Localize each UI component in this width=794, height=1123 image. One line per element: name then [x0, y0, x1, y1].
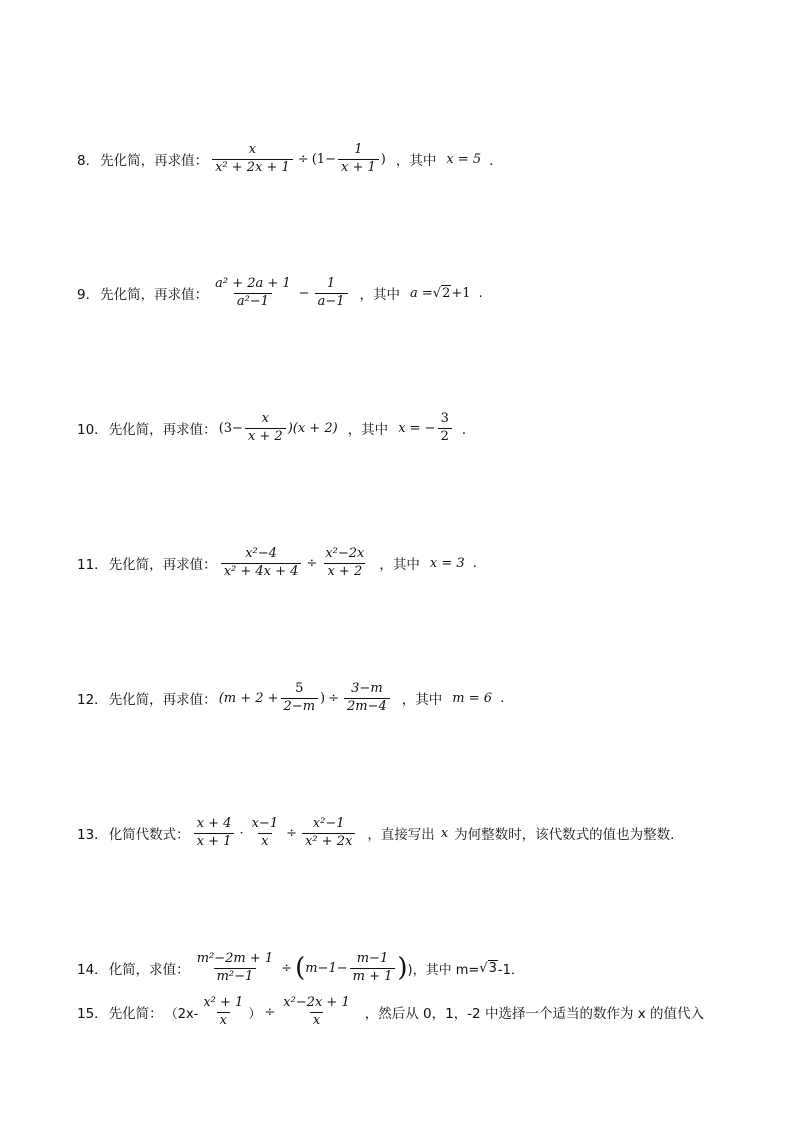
- paren-open: (m + 2 +: [218, 690, 279, 706]
- denominator: x + 1: [338, 159, 379, 176]
- fraction: [212, 143, 293, 176]
- numerator: x + 4: [196, 816, 232, 831]
- problem-13: [77, 817, 754, 850]
- paren-open: （2x-: [164, 1006, 199, 1022]
- radicand: 2: [442, 285, 451, 301]
- problem-number: 10．: [77, 422, 108, 439]
- denominator: 2−m: [281, 698, 319, 715]
- numerator: 1: [326, 276, 336, 291]
- inner-term: m−1−: [305, 960, 348, 976]
- problem-instruction: 先化简：: [108, 1006, 163, 1023]
- problem-number: 12．: [77, 692, 108, 709]
- operator: −: [298, 285, 310, 301]
- fraction: [212, 277, 294, 310]
- paren-close: ): [380, 151, 386, 167]
- problem-expression: [219, 412, 338, 445]
- variable: x: [440, 825, 449, 841]
- square-root: √3: [479, 960, 497, 976]
- fraction: [315, 277, 348, 310]
- end-punct: ．: [461, 422, 476, 439]
- fraction: [194, 952, 276, 985]
- end-punct: ．: [489, 153, 503, 170]
- problem-expression: [192, 952, 408, 985]
- denominator: x² + 2x: [302, 833, 355, 850]
- radicand: 3: [488, 960, 497, 976]
- numerator: x²−1: [312, 816, 345, 831]
- where-text: ，其中: [379, 557, 420, 574]
- denominator: a−1: [315, 293, 348, 310]
- denominator: x + 1: [194, 833, 235, 850]
- problem-expression: [165, 996, 355, 1029]
- problem-number: 11．: [77, 557, 108, 574]
- denominator: a²−1: [234, 293, 272, 310]
- question-text: ，直接写出: [367, 827, 435, 844]
- given-value: x = 3: [429, 555, 465, 571]
- problem-number: 9．: [77, 287, 100, 304]
- problem-15: [77, 996, 754, 1029]
- fraction: [302, 817, 355, 850]
- where-text: ，其中: [395, 153, 437, 170]
- paren-close: ）: [248, 1006, 262, 1022]
- given-value: [410, 286, 471, 301]
- denominator: x + 2: [245, 428, 286, 445]
- end-punct: .: [478, 285, 483, 302]
- numerator: 3: [440, 411, 449, 426]
- paren-open: (: [295, 953, 306, 984]
- problem-10: [77, 412, 754, 445]
- operator: ·: [239, 825, 244, 841]
- numerator: m²−2m + 1: [196, 951, 274, 966]
- denominator: m + 1: [350, 968, 396, 985]
- problem-expression: [210, 277, 349, 310]
- problem-14: [77, 952, 754, 985]
- tail-text: -1．: [497, 962, 524, 978]
- denominator: x: [217, 1012, 230, 1029]
- where-text: ，其中: [359, 287, 400, 304]
- where-text: ，其中: [401, 692, 443, 709]
- problem-expression: [219, 547, 370, 580]
- given-value: m = 6: [452, 690, 493, 706]
- fraction: [280, 996, 352, 1029]
- given-value: [398, 412, 454, 445]
- problem-instruction: 先化简，再求值：: [108, 557, 217, 574]
- denominator: x: [310, 1012, 323, 1029]
- where-text: ，其中: [347, 422, 389, 439]
- fraction: [338, 143, 379, 176]
- numerator: 5: [295, 681, 304, 696]
- fraction: [344, 682, 390, 715]
- fraction: [322, 547, 367, 580]
- denominator: 2m−4: [344, 698, 390, 715]
- problem-number: 8．: [77, 153, 100, 170]
- denominator: 2: [438, 428, 452, 445]
- paren-close: ): [397, 953, 408, 984]
- fraction: [350, 952, 396, 985]
- problem-instruction: 先化简，再求值：: [108, 422, 217, 439]
- paren-close: ): [320, 690, 326, 706]
- operator: ÷: [306, 555, 318, 571]
- end-punct: .: [500, 690, 505, 707]
- operator: ÷: [281, 960, 293, 976]
- numerator: x²−4: [245, 546, 277, 561]
- operator: ÷: [264, 1004, 276, 1020]
- numerator: x²−2x + 1: [283, 995, 350, 1010]
- problem-number: 15．: [77, 1006, 108, 1023]
- problem-instruction: 先化简，再求值：: [108, 692, 217, 709]
- problem-expression: [192, 817, 358, 850]
- value-prefix: x = −: [398, 420, 436, 436]
- numerator: x: [248, 142, 257, 157]
- question-text: 为何整数时，该代数式的值也为整数.: [454, 827, 675, 844]
- operator: ÷: [328, 690, 340, 706]
- fraction: [200, 996, 246, 1029]
- numerator: 1: [354, 142, 363, 157]
- problem-expression: [210, 143, 386, 176]
- fraction: [249, 817, 282, 850]
- numerator: 3−m: [351, 681, 383, 696]
- numerator: x²−2x: [325, 546, 365, 561]
- fraction: [281, 682, 319, 715]
- problem-instruction: 先化简，再求值：: [100, 287, 209, 304]
- paren-close: )(x + 2): [287, 420, 338, 436]
- problem-number: 13．: [77, 827, 108, 844]
- tail-text: ，然后从 0，1，-2 中选择一个适当的数作为 x 的值代入: [364, 1006, 705, 1023]
- denominator: m²−1: [214, 968, 257, 985]
- denominator: x: [258, 833, 271, 850]
- operator: ÷: [297, 151, 309, 167]
- given-value: x = 5: [446, 151, 482, 167]
- numerator: a² + 2a + 1: [215, 276, 291, 291]
- value-prefix: a =: [410, 285, 433, 301]
- numerator: m−1: [356, 951, 389, 966]
- end-punct: .: [472, 555, 477, 572]
- problem-expression: [219, 682, 392, 715]
- fraction: [245, 412, 286, 445]
- value-suffix: +1: [451, 285, 471, 301]
- fraction: [438, 412, 452, 445]
- problem-8: [77, 143, 754, 176]
- numerator: x−1: [251, 816, 279, 831]
- paren-open: (1−: [311, 151, 336, 167]
- problem-instruction: 化简代数式：: [108, 827, 190, 844]
- numerator: x² + 1: [203, 995, 244, 1010]
- problem-instruction: 化简，求值：: [108, 962, 190, 979]
- denominator: x + 2: [324, 563, 365, 580]
- square-root: √2: [432, 285, 451, 301]
- problem-instruction: 先化简，再求值：: [100, 153, 209, 170]
- denominator: x² + 2x + 1: [212, 159, 293, 176]
- numerator: x: [261, 411, 269, 426]
- operator: ÷: [286, 825, 297, 841]
- problem-number: 14．: [77, 962, 108, 979]
- problem-12: [77, 682, 754, 715]
- denominator: x² + 4x + 4: [221, 563, 302, 580]
- tail-text: )，其中 m=: [407, 962, 480, 978]
- problem-9: [77, 277, 754, 310]
- fraction: [221, 547, 302, 580]
- fraction: [194, 817, 235, 850]
- paren-open: (3−: [218, 420, 243, 436]
- problem-11: [77, 547, 754, 580]
